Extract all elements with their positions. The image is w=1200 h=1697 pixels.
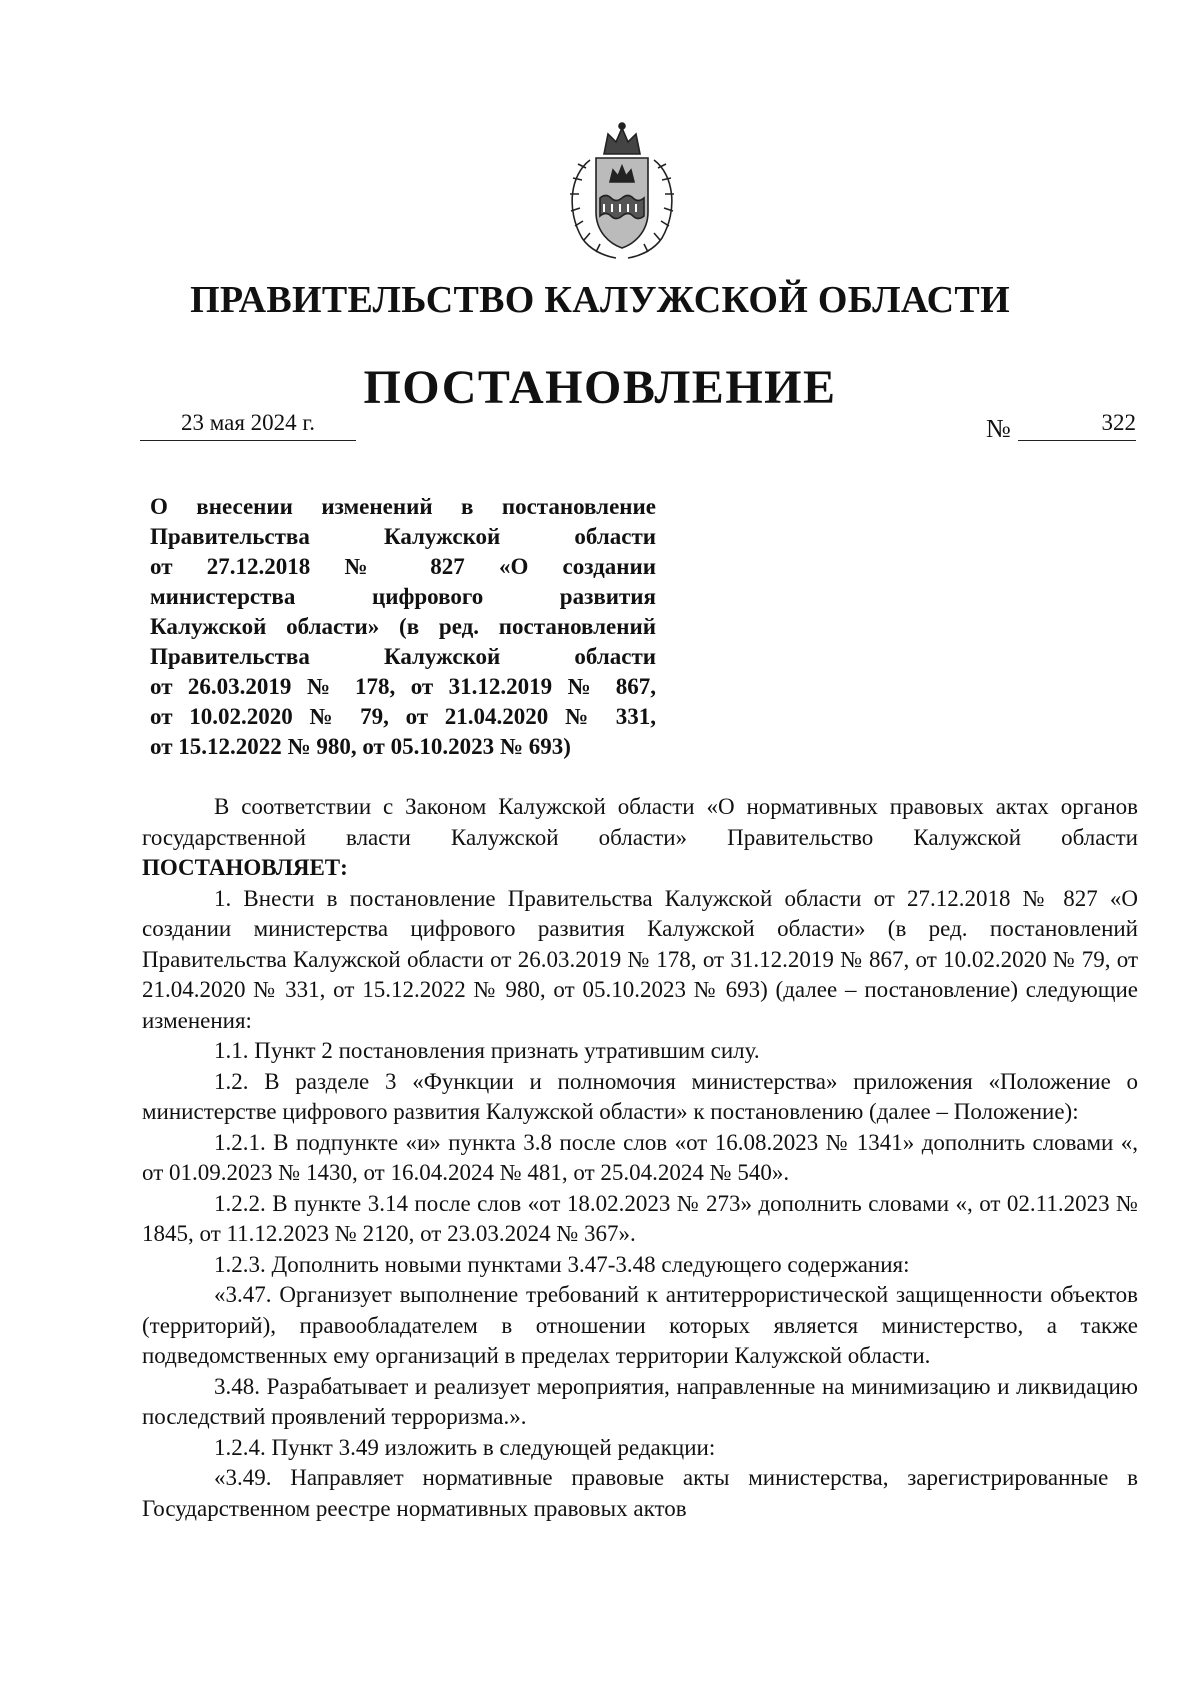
subject-line: от 10.02.2020 № 79, от 21.04.2020 № 331, [150, 704, 656, 729]
subject-line: от 15.12.2022 № 980, от 05.10.2023 № 693) [150, 734, 571, 759]
subject-line: от 26.03.2019 № 178, от 31.12.2019 № 867, [150, 674, 656, 699]
paragraph-1-1: 1.1. Пункт 2 постановления признать утратившим силу. [214, 1038, 760, 1063]
paragraph-1-2-4: 1.2.4. Пункт 3.49 изложить в следующей редакции: [214, 1434, 716, 1460]
postanovlyaet-word: ПОСТАНОВЛЯЕТ: [142, 855, 348, 880]
preamble-paragraph [142, 792, 1138, 884]
document-subject [150, 492, 656, 762]
paragraph-3-49: «3.49. Направляет нормативные правовые акты министерства, зарегистрированные в Государственном реестре нормативных правовых актов [142, 1465, 1138, 1521]
subject-line: Калужской области» (в ред. постановлений [150, 614, 656, 639]
document-type: ПОСТАНОВЛЕНИЕ [363, 361, 837, 414]
subject-line: Правительства Калужской области [150, 524, 656, 549]
paragraph-1-2-1: 1.2.1. В подпункте «и» пункта 3.8 после слов «от 16.08.2023 № 1341» дополнить словами «, от 01.09.2023 № 1430, от 16.04.2024 № 481, от 25.04.2024 № 540». [142, 1129, 1138, 1185]
document-date: 23 мая 2024 г. [140, 410, 356, 441]
paragraph-1-2: 1.2. В разделе 3 «Функции и полномочия министерства» приложения «Положение о министерстве цифрового развития Калужской области» к постановлению (далее – Положение): [142, 1068, 1138, 1124]
subject-line: Правительства Калужской области [150, 644, 656, 669]
paragraph-1-2-2: 1.2.2. В пункте 3.14 после слов «от 18.02.2023 № 273» дополнить словами «, от 02.11.2023 № 1845, от 11.12.2023 № 2120, от 23.03.2024 № 367». [142, 1190, 1138, 1246]
subject-line: от 27.12.2018 № 827 «О создании [150, 554, 656, 579]
document-number: 322 [1018, 410, 1136, 441]
paragraph-3-47: «3.47. Организует выполнение требований к антитеррористической защищенности объектов (территорий), правообладателем в отношении которых является министерство, а также подведомственных ему организаций в пределах территории Калужской области. [142, 1282, 1138, 1368]
paragraph-1-2-3: 1.2.3. Дополнить новыми пунктами 3.47-3.48 следующего содержания: [214, 1251, 910, 1277]
kaluga-coat-of-arms-icon [560, 120, 684, 262]
paragraph-1: 1. Внести в постановление Правительства Калужской области от 27.12.2018 № 827 «О создании министерства цифрового развития Калужской области» (в ред. постановлений Правительства Калужской области от 26.03.2019 № 178, от 31.12.2019 № 867, от 10.02.2020 № 79, от 21.04.2020 № 331, от 15.12.2022 № 980, от 05.10.2023 № 693) (далее – постановление) следующие изменения: [142, 885, 1138, 1033]
government-title: ПРАВИТЕЛЬСТВО КАЛУЖСКОЙ ОБЛАСТИ [190, 279, 1010, 321]
document-body [142, 792, 1138, 1524]
subject-line: министерства цифрового развития [150, 584, 656, 609]
number-sign: № [986, 414, 1011, 443]
subject-line: О внесении изменений в постановление [150, 494, 656, 519]
preamble-text: В соответствии с Законом Калужской области «О нормативных правовых актах органов государственной власти Калужской области» Правительство Калужской области [142, 794, 1138, 850]
paragraph-3-48: 3.48. Разрабатывает и реализует мероприятия, направленные на минимизацию и ликвидацию последствий проявлений терроризма.». [142, 1373, 1138, 1429]
